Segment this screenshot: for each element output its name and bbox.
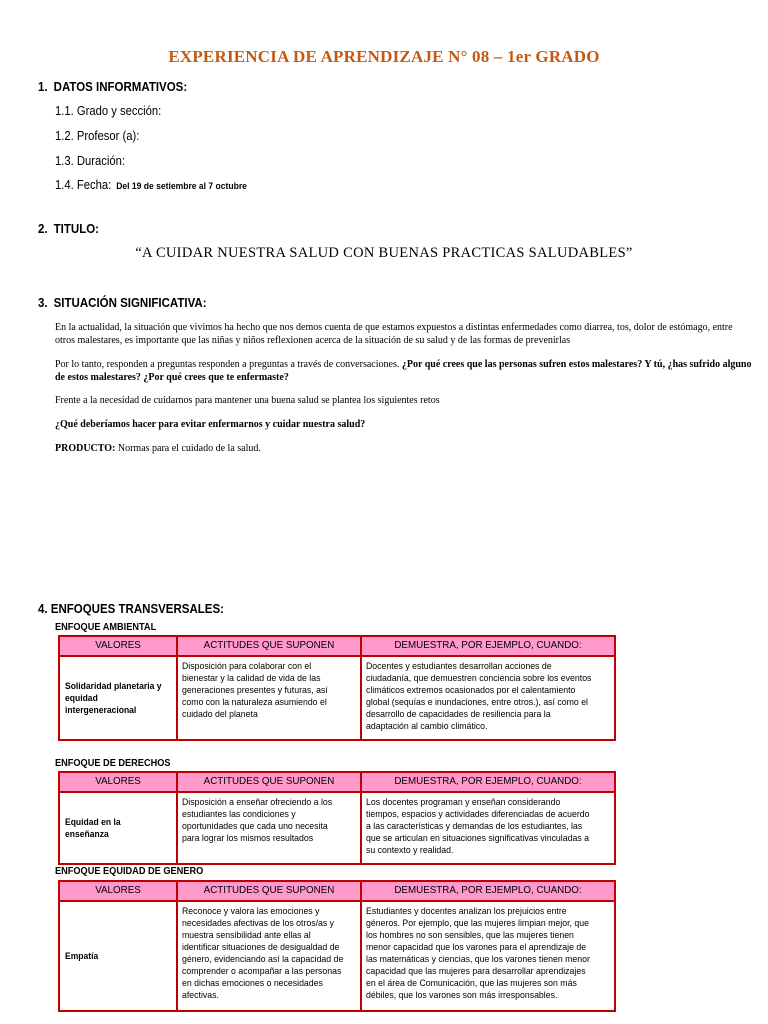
producto-label: PRODUCTO:	[55, 443, 116, 454]
field-fecha-value: Del 19 de setiembre al 7 octubre	[116, 181, 247, 192]
header-actitudes: ACTITUDES QUE SUPONEN	[177, 636, 361, 656]
situacion-questions: ¿Por qué crees que las personas sufren estos malestares? Y tú, ¿has sufrido alguno de estos malestares? ¿Por qué crees que te enfermaste?	[55, 359, 752, 383]
enfoque-derechos-label: ENFOQUE DE DERECHOS	[55, 758, 171, 769]
table-row	[59, 901, 615, 1011]
ejemplo-cell	[361, 792, 615, 864]
valor-cell	[59, 792, 177, 864]
actitud-text: Reconoce y valora las emociones y necesidades afectivas de los otros/as y muestra sensibilidad ante ellas al identificar situaciones de desigualdad de género, evidenciando así la capacidad de comprender o acompañar a las personas en dichas emociones o necesidades afectivas.	[182, 906, 344, 1000]
situacion-reto-question: ¿Qué deberíamos hacer para evitar enfermarnos y cuidar nuestra salud?	[55, 419, 366, 430]
actitud-text: Disposición para colaborar con el bienestar y la calidad de vida de las generaciones presentes y futuras, así como con la naturaleza asumiendo el cuidado del planeta	[182, 661, 328, 719]
table-header-row	[59, 881, 615, 901]
field-fecha	[55, 178, 247, 192]
valor-cell	[59, 656, 177, 740]
field-grado: 1.1. Grado y sección:	[55, 104, 162, 118]
situacion-paragraph-2	[55, 358, 755, 384]
ejemplo-text: Docentes y estudiantes desarrollan acciones de ciudadanía, que demuestren conciencia sobre los eventos climáticos extremos ocasionados por el calentamiento global (sequías e inundaciones, entre otros.), así como el desarrollo de capacidades de resiliencia para la adaptación al cambio climático.	[366, 661, 592, 731]
section-number: 2.	[38, 222, 48, 236]
enfoque-ambiental-table	[58, 635, 616, 741]
experience-title: “A CUIDAR NUESTRA SALUD CON BUENAS PRACTICAS SALUDABLES”	[135, 245, 633, 261]
enfoque-genero-table	[58, 880, 616, 1012]
section-number: 1.	[38, 80, 48, 94]
actitud-cell	[177, 901, 361, 1011]
field-fecha-label: 1.4. Fecha:	[55, 178, 112, 192]
section-heading-enfoques: 4. ENFOQUES TRANSVERSALES:	[38, 602, 224, 616]
valor-text: Empatía	[65, 951, 99, 961]
producto-line	[55, 442, 755, 455]
actitud-cell	[177, 656, 361, 740]
enfoque-derechos-table	[58, 771, 616, 865]
section-heading-titulo	[38, 222, 99, 236]
table-header-row	[59, 636, 615, 656]
page-title: EXPERIENCIA DE APRENDIZAJE N° 08 – 1er GRADO	[168, 47, 600, 66]
ejemplo-cell	[361, 901, 615, 1011]
field-profesor: 1.2. Profesor (a):	[55, 129, 140, 143]
header-valores: VALORES	[59, 881, 177, 901]
ejemplo-cell	[361, 656, 615, 740]
header-demuestra: DEMUESTRA, POR EJEMPLO, CUANDO:	[361, 772, 615, 792]
valor-cell	[59, 901, 177, 1011]
actitud-text: Disposición a enseñar ofreciendo a los estudiantes las condiciones y oportunidades que cada uno necesita para lograr los mismos resultados	[182, 797, 333, 843]
header-actitudes: ACTITUDES QUE SUPONEN	[177, 881, 361, 901]
header-valores: VALORES	[59, 636, 177, 656]
header-demuestra: DEMUESTRA, POR EJEMPLO, CUANDO:	[361, 881, 615, 901]
header-actitudes: ACTITUDES QUE SUPONEN	[177, 772, 361, 792]
section-title: TITULO:	[53, 222, 99, 236]
situacion-paragraph-1: En la actualidad, la situación que vivimos ha hecho que nos demos cuenta de que estamos expuestos a distintas enfermedades como diarrea, tos, dolor de estómago, entre otros malestares, es importante que las niñas y niños reflexionen acerca de la situación de su salud y de las formas de prevenirlas	[55, 322, 733, 346]
ejemplo-text: Estudiantes y docentes analizan los prejuicios entre géneros. Por ejemplo, que las mujeres limpian mejor, que los hombres no son sensibles, que las mujeres tienen menor capacidad que los varones para el aprendizaje de las matemáticas y ciencias, que los varones tienen menor capacidad que las mujeres para desarrollar aprendizajes en el área de Comunicación, que las mujeres son más débiles, que los varones son más irresponsables.	[366, 906, 590, 1000]
producto-value: Normas para el cuidado de la salud.	[117, 443, 261, 454]
valor-text: Solidaridad planetaria y equidad intergeneracional	[65, 681, 162, 715]
header-valores: VALORES	[59, 772, 177, 792]
table-row	[59, 656, 615, 740]
header-demuestra: DEMUESTRA, POR EJEMPLO, CUANDO:	[361, 636, 615, 656]
situacion-paragraph-3: Frente a la necesidad de cuidarnos para mantener una buena salud se plantea los siguientes retos	[55, 395, 440, 406]
table-header-row	[59, 772, 615, 792]
actitud-cell	[177, 792, 361, 864]
section-title: DATOS INFORMATIVOS:	[53, 80, 188, 94]
enfoque-ambiental-label: ENFOQUE AMBIENTAL	[55, 622, 157, 633]
section-number: 3.	[38, 296, 48, 310]
section-title: SITUACIÓN SIGNIFICATIVA:	[53, 296, 207, 310]
valor-text: Equidad en la enseñanza	[65, 817, 121, 839]
table-row	[59, 792, 615, 864]
enfoque-genero-label: ENFOQUE EQUIDAD DE GENERO	[55, 866, 204, 877]
situacion-paragraph-2-text: Por lo tanto, responden a preguntas responden a preguntas a través de conversaciones.	[55, 359, 400, 370]
field-duracion: 1.3. Duración:	[55, 154, 126, 168]
section-heading-situacion	[38, 296, 207, 310]
section-heading-datos	[38, 80, 187, 94]
ejemplo-text: Los docentes programan y enseñan considerando tiempos, espacios y actividades diferenciadas de acuerdo a las características y demandas de los estudiantes, las que se articulan en situaciones significativas vinculadas a su contexto y realidad.	[366, 797, 590, 855]
